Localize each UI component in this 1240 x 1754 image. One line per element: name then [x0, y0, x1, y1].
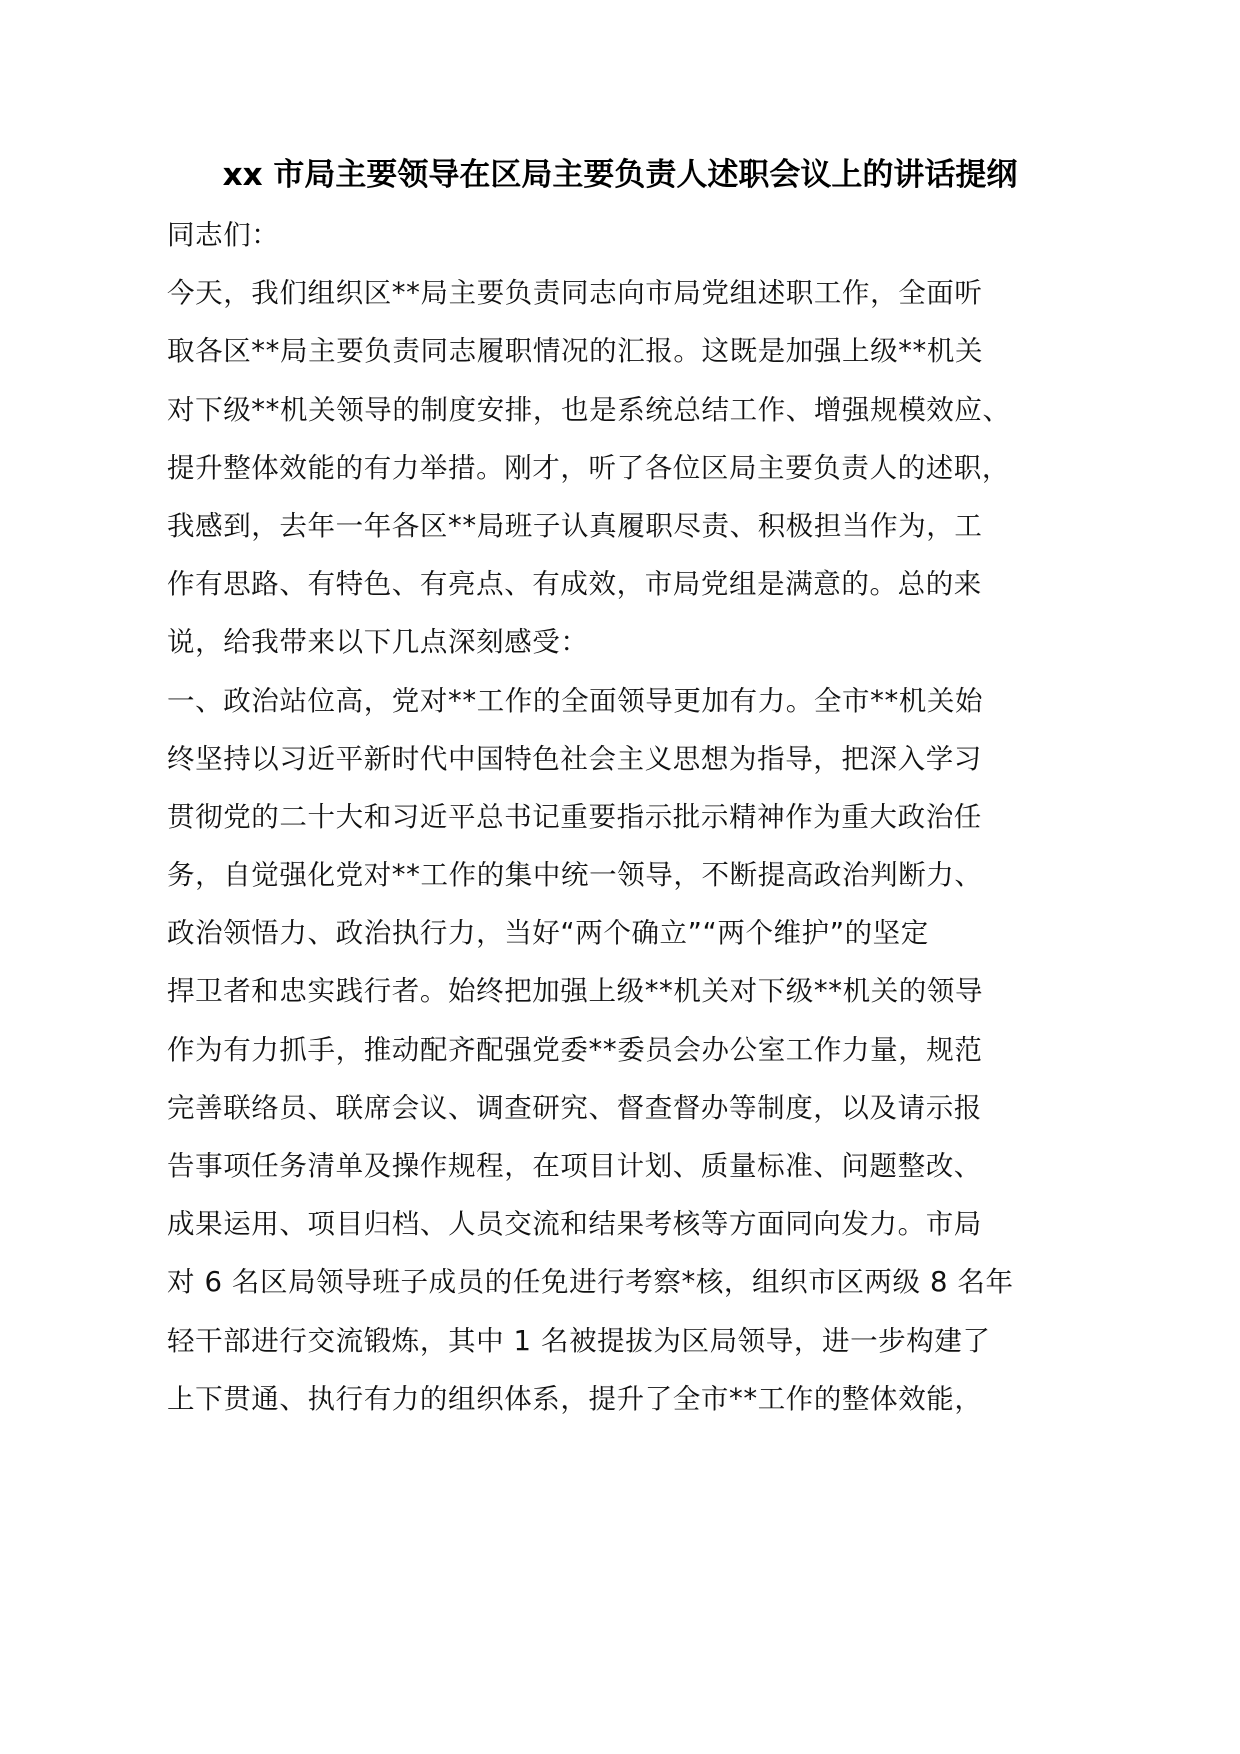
body-line: 完善联络员、联席会议、调查研究、督查督办等制度，以及请示报: [167, 1091, 982, 1124]
document-title: xx 市局主要领导在区局主要负责人述职会议上的讲话提纲: [222, 157, 1018, 193]
document-body: [167, 215, 1087, 1437]
body-line: 提升整体效能的有力举措。刚才，听了各位区局主要负责人的述职，: [167, 451, 1010, 484]
section-heading-line: 一、政治站位高，党对**工作的全面领导更加有力。全市**机关始: [167, 684, 984, 717]
body-line: 上下贯通、执行有力的组织体系，提升了全市**工作的整体效能，: [167, 1382, 983, 1415]
body-line: 政治领悟力、政治执行力，当好“两个确立”“两个维护”的坚定: [167, 917, 929, 950]
body-line: 告事项任务清单及操作规程，在项目计划、质量标准、问题整改、: [167, 1150, 982, 1182]
body-line: 作为有力抓手，推动配齐配强党委**委员会办公室工作力量，规范: [167, 1033, 983, 1066]
body-line: 取各区**局主要负责同志履职情况的汇报。这既是加强上级**机关: [167, 335, 984, 368]
body-line: 捍卫者和忠实践行者。始终把加强上级**机关对下级**机关的领导: [167, 975, 984, 1008]
salutation-line: 同志们：: [167, 219, 280, 251]
body-line: 说，给我带来以下几点深刻感受：: [167, 626, 589, 659]
body-line: 务，自觉强化党对**工作的集中统一领导，不断提高政治判断力、: [167, 859, 983, 892]
body-line: 对下级**机关领导的制度安排，也是系统总结工作、增强规模效应、: [167, 393, 1011, 426]
body-line: 今天，我们组织区**局主要负责同志向市局党组述职工作，全面听: [167, 277, 983, 310]
body-line: 轻干部进行交流锻炼，其中 1 名被提拔为区局领导，进一步构建了: [167, 1324, 991, 1357]
body-line: 终坚持以习近平新时代中国特色社会主义思想为指导，把深入学习: [167, 742, 982, 775]
body-line: 作有思路、有特色、有亮点、有成效，市局党组是满意的。总的来: [167, 568, 982, 601]
body-line: 贯彻党的二十大和习近平总书记重要指示批示精神作为重大政治任: [167, 800, 982, 833]
body-line: 成果运用、项目归档、人员交流和结果考核等方面同向发力。市局: [167, 1208, 982, 1241]
body-line: 对 6 名区局领导班子成员的任免进行考察*核，组织市区两级 8 名年: [167, 1266, 1014, 1299]
body-line: 我感到，去年一年各区**局班子认真履职尽责、积极担当作为，工: [167, 509, 983, 542]
